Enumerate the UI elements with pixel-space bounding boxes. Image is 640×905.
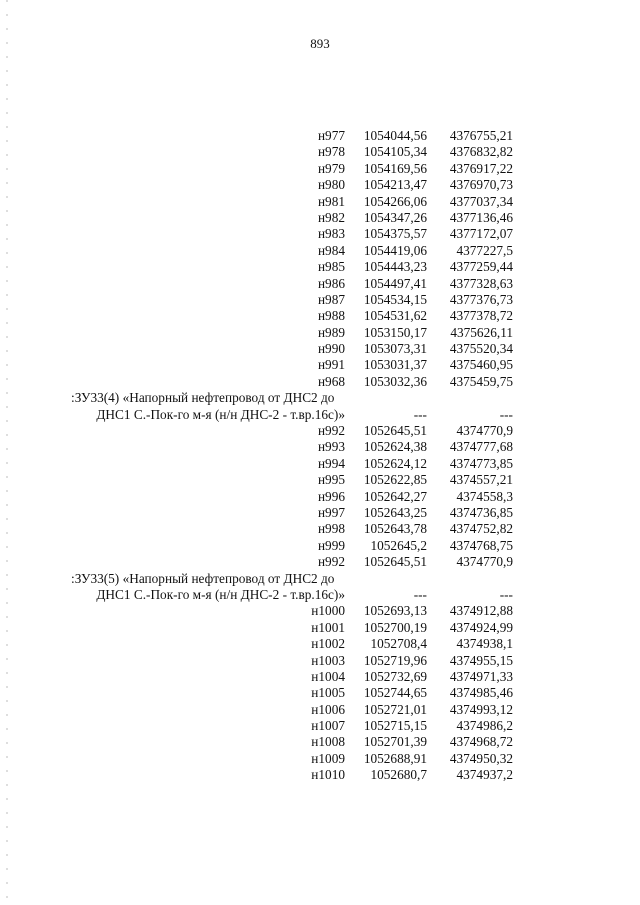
coord-y: 4377328,63 — [449, 275, 513, 291]
coord-y: 4374955,15 — [449, 652, 513, 668]
coordinate-block-3 — [0, 603, 640, 783]
coord-y: 4374993,12 — [449, 701, 513, 717]
coordinate-row — [0, 276, 640, 292]
plot-header-line-1 — [0, 390, 640, 406]
coord-y: 4374770,9 — [456, 423, 513, 439]
coordinate-listing — [0, 128, 640, 784]
point-id: н987 — [317, 291, 345, 307]
point-id: н986 — [317, 275, 345, 291]
coordinate-block-1 — [0, 128, 640, 390]
plot-header-line-1 — [0, 571, 640, 587]
coord-x: 1052715,15 — [363, 718, 427, 734]
point-id: н991 — [317, 357, 345, 373]
coord-x: 1052643,78 — [363, 521, 427, 537]
point-id: н1004 — [311, 668, 345, 684]
coord-y: 4374924,99 — [449, 619, 513, 635]
coord-x: 1054169,56 — [363, 160, 427, 176]
point-id: н1010 — [311, 767, 345, 783]
coord-y: 4377378,72 — [449, 308, 513, 324]
point-id: н999 — [317, 537, 345, 553]
point-id: н1001 — [311, 619, 345, 635]
point-id: н993 — [317, 439, 345, 455]
coordinate-row — [0, 226, 640, 242]
point-id: н997 — [317, 504, 345, 520]
point-id: н985 — [317, 259, 345, 275]
coordinate-row — [0, 439, 640, 455]
coord-x: 1052642,27 — [363, 488, 427, 504]
coord-x: 1052624,38 — [363, 439, 427, 455]
dash-placeholder-x: --- — [413, 586, 427, 602]
coord-y: 4377376,73 — [449, 291, 513, 307]
coordinate-row — [0, 653, 640, 669]
coordinate-row — [0, 456, 640, 472]
coord-y: 4374986,2 — [456, 718, 513, 734]
coord-x: 1052732,69 — [363, 668, 427, 684]
point-id: н1003 — [311, 652, 345, 668]
plot-header-text: :ЗУ33(5) «Напорный нефтепровод от ДНС2 до — [71, 570, 335, 586]
coord-x: 1054105,34 — [363, 144, 427, 160]
point-id: н1008 — [311, 734, 345, 750]
coord-y: 4374752,82 — [449, 521, 513, 537]
coord-x: 1052645,2 — [370, 537, 427, 553]
point-id: н983 — [317, 226, 345, 242]
coord-x: 1052645,51 — [363, 423, 427, 439]
coord-y: 4375459,75 — [449, 373, 513, 389]
coord-x: 1052721,01 — [363, 701, 427, 717]
coord-x: 1054443,23 — [363, 259, 427, 275]
coord-x: 1052701,39 — [363, 734, 427, 750]
coordinate-row — [0, 669, 640, 685]
coord-x: 1054534,15 — [363, 291, 427, 307]
coordinate-row — [0, 308, 640, 324]
coord-y: 4374938,1 — [456, 636, 513, 652]
coord-y: 4377227,5 — [456, 242, 513, 258]
plot-header-line-2 — [0, 407, 640, 423]
coordinate-row — [0, 128, 640, 144]
coord-y: 4375520,34 — [449, 341, 513, 357]
point-id: н1002 — [311, 636, 345, 652]
point-id: н994 — [317, 455, 345, 471]
point-id: н979 — [317, 160, 345, 176]
coord-x: 1054375,57 — [363, 226, 427, 242]
coord-x: 1052744,65 — [363, 685, 427, 701]
coordinate-row — [0, 374, 640, 390]
point-id: н1009 — [311, 750, 345, 766]
coordinate-row — [0, 144, 640, 160]
coordinate-row — [0, 521, 640, 537]
coordinate-row — [0, 767, 640, 783]
coord-x: 1052688,91 — [363, 750, 427, 766]
coordinate-row — [0, 702, 640, 718]
coord-y: 4374912,88 — [449, 603, 513, 619]
coord-y: 4377136,46 — [449, 209, 513, 225]
coordinate-row — [0, 423, 640, 439]
point-id: н989 — [317, 324, 345, 340]
coordinate-row — [0, 538, 640, 554]
coord-y: 4374773,85 — [449, 455, 513, 471]
coord-y: 4374768,75 — [449, 537, 513, 553]
coord-y: 4374777,68 — [449, 439, 513, 455]
coordinate-row — [0, 685, 640, 701]
coordinate-row — [0, 636, 640, 652]
coord-x: 1054531,62 — [363, 308, 427, 324]
coord-x: 1052708,4 — [370, 636, 427, 652]
plot-header-line-2 — [0, 587, 640, 603]
point-id: н1000 — [311, 603, 345, 619]
coord-x: 1052624,12 — [363, 455, 427, 471]
page-number: 893 — [310, 36, 330, 51]
coord-x: 1053031,37 — [363, 357, 427, 373]
point-id: н995 — [317, 472, 345, 488]
coord-x: 1053032,36 — [363, 373, 427, 389]
coord-y: 4374985,46 — [449, 685, 513, 701]
point-id: н990 — [317, 341, 345, 357]
coord-y: 4377259,44 — [449, 259, 513, 275]
point-id: н984 — [317, 242, 345, 258]
coord-y: 4374770,9 — [456, 554, 513, 570]
plot-header-text: ДНС1 С.-Пок-го м-я (н/н ДНС-2 - т.вр.16с)» — [96, 406, 345, 422]
coordinate-row — [0, 292, 640, 308]
coord-y: 4374557,21 — [449, 472, 513, 488]
coord-y: 4376832,82 — [449, 144, 513, 160]
coordinate-row — [0, 718, 640, 734]
coord-y: 4374971,33 — [449, 668, 513, 684]
coord-x: 1054213,47 — [363, 177, 427, 193]
point-id: н1007 — [311, 718, 345, 734]
coordinate-row — [0, 259, 640, 275]
coord-x: 1054347,26 — [363, 209, 427, 225]
coord-x: 1054419,06 — [363, 242, 427, 258]
coordinate-row — [0, 734, 640, 750]
coordinate-row — [0, 472, 640, 488]
coord-x: 1052643,25 — [363, 504, 427, 520]
point-id: н968 — [317, 373, 345, 389]
point-id: н992 — [317, 554, 345, 570]
point-id: н982 — [317, 209, 345, 225]
coordinate-row — [0, 603, 640, 619]
coordinate-row — [0, 554, 640, 570]
coord-x: 1054497,41 — [363, 275, 427, 291]
point-id: н978 — [317, 144, 345, 160]
coord-x: 1053150,17 — [363, 324, 427, 340]
coordinate-row — [0, 194, 640, 210]
coordinate-row — [0, 751, 640, 767]
coord-y: 4374937,2 — [456, 767, 513, 783]
coord-y: 4374950,32 — [449, 750, 513, 766]
coordinate-row — [0, 357, 640, 373]
coordinate-row — [0, 505, 640, 521]
coord-y: 4376755,21 — [449, 128, 513, 143]
dash-placeholder-y: --- — [499, 406, 513, 422]
point-id: н996 — [317, 488, 345, 504]
coord-y: 4375626,11 — [450, 324, 513, 340]
coord-y: 4374736,85 — [449, 504, 513, 520]
coordinate-row — [0, 161, 640, 177]
point-id: н1006 — [311, 701, 345, 717]
coord-x: 1053073,31 — [363, 341, 427, 357]
point-id: н988 — [317, 308, 345, 324]
coordinate-row — [0, 620, 640, 636]
coordinate-row — [0, 489, 640, 505]
dash-placeholder-y: --- — [499, 586, 513, 602]
coord-y: 4377037,34 — [449, 193, 513, 209]
coord-y: 4376970,73 — [449, 177, 513, 193]
coord-x: 1052693,13 — [363, 603, 427, 619]
coordinate-row — [0, 177, 640, 193]
coord-y: 4375460,95 — [449, 357, 513, 373]
point-id: н981 — [317, 193, 345, 209]
coord-x: 1052622,85 — [363, 472, 427, 488]
coord-y: 4374558,3 — [456, 488, 513, 504]
coordinate-row — [0, 341, 640, 357]
point-id: н980 — [317, 177, 345, 193]
coord-x: 1052680,7 — [370, 767, 427, 783]
dash-placeholder-x: --- — [413, 406, 427, 422]
plot-header-text: :ЗУ33(4) «Напорный нефтепровод от ДНС2 до — [71, 390, 335, 406]
coord-x: 1052645,51 — [363, 554, 427, 570]
coordinate-row — [0, 325, 640, 341]
coordinate-row — [0, 243, 640, 259]
point-id: н992 — [317, 423, 345, 439]
coordinate-block-2 — [0, 423, 640, 571]
coordinate-row — [0, 210, 640, 226]
point-id: н977 — [317, 128, 345, 143]
coord-y: 4377172,07 — [449, 226, 513, 242]
point-id: н998 — [317, 521, 345, 537]
coord-x: 1052700,19 — [363, 619, 427, 635]
coord-y: 4376917,22 — [449, 160, 513, 176]
point-id: н1005 — [311, 685, 345, 701]
coord-y: 4374968,72 — [449, 734, 513, 750]
coord-x: 1054044,56 — [363, 128, 427, 143]
coord-x: 1052719,96 — [363, 652, 427, 668]
coord-x: 1054266,06 — [363, 193, 427, 209]
plot-header-text: ДНС1 С.-Пок-го м-я (н/н ДНС-2 - т.вр.16с)» — [96, 586, 345, 602]
